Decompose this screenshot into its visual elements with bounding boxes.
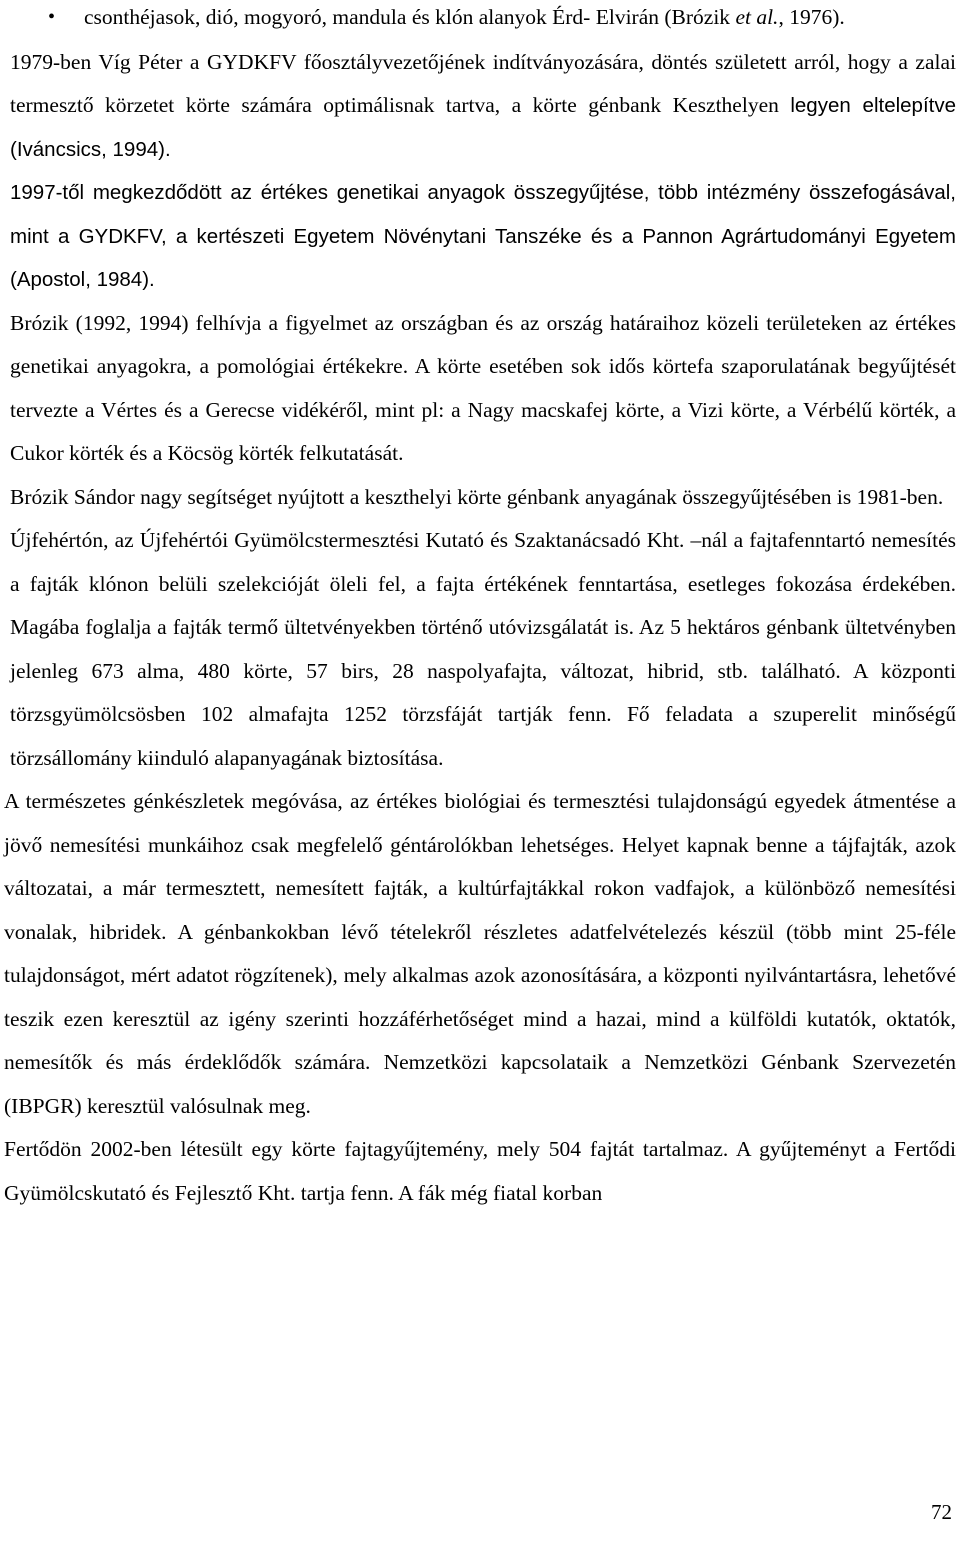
paragraph-3: Brózik (1992, 1994) felhívja a figyelmet az országban és az ország határaihoz közeli területeken az értékes genetikai anyagokra, a pomológiai értékekre. A körte esetében sok idős körtefa szaporulatának begyűjtését tervezte a Vértes és a Gerecse vidékéről, mint pl: a Nagy macskafej körte, a Vizi körte, a Vérbélű körték, a Cukor körték és a Köcsög körték felkutatását. (10, 310, 956, 465)
paragraph-6: A természetes génkészletek megóvása, az értékes biológiai és termesztési tulajdonságú egyedek átmentése a jövő nemesítési munkáihoz csak megfelelő géntárolókban lehetséges. Helyet kapnak benne a tájfajták, azok változatai, a már termesztett, nemesített fajták, a kultúrfajtákkal rokon vadfajok, a különböző nemesítési vonalak, hibridek. A génbankokban lévő tételekről részletes adatfelvételezés készül (több mint 25-féle tulajdonságot, mért adatot rögzítenek), mely alkalmas azok azonosítására, a központi nyilvántartásra, lehetővé teszik ezen keresztül az igény szerinti hozzáférhetőséget mind a hazai, mind a külföldi kutatók, oktatók, nemesítők és más érdeklődők számára. Nemzetközi kapcsolataik a Nemzetközi Génbank Szervezetén (IBPGR) keresztül valósulnak meg. (4, 789, 956, 1118)
paragraph-1-part-2: legyen eltelepítve (Iváncsics, 1994). (10, 94, 956, 161)
paragraph-4: Brózik Sándor nagy segítséget nyújtott a keszthelyi körte génbank anyagának összegyűjtésében is 1981-ben. (10, 484, 944, 509)
page-number: 72 (931, 1500, 952, 1524)
paragraph-2: 1997-től megkezdődött az értékes genetikai anyagok összegyűjtése, több intézmény összefogásával, mint a GYDKFV, a kertészeti Egyetem Növénytani Tanszéke és a Pannon Agrártudományi Egyetem (Apostol, 1984). (10, 181, 956, 291)
document-page (4, 0, 956, 1541)
paragraph-5: Újfehértón, az Újfehértói Gyümölcstermesztési Kutató és Szaktanácsadó Kht. –nál a fajtafenntartó nemesítés a fajták klónon belüli szelekcióját öleli fel, a fajta értékének fenntartása, esetleges fokozása érdekében. Magába foglalja a fajták termő ültetvényekben történő utóvizsgálatát is. Az 5 hektáros génbank ültetvényben jelenleg 673 alma, 480 körte, 57 birs, 28 naspolyafajta, változat, hibrid, stb. található. A központi törzsgyümölcsösben 102 almafajta 1252 törzsfáját tartják fenn. Fő feladata a szuperelit minőségű törzsállomány kiinduló alapanyagának biztosítása. (10, 528, 956, 770)
paragraph-1-part-1: 1979-ben Víg Péter a GYDKFV főosztályvezetőjének indítványozására, döntés született arról, hogy a zalai termesztő körzetet körte számára optimálisnak tartva, a körte génbank Keszthelyen (10, 49, 956, 117)
paragraph-1 (4, 41, 956, 172)
bullet-text-end: , 1976). (778, 5, 845, 29)
paragraph-7: Fertődön 2002-ben létesült egy körte fajtagyűjtemény, mely 504 fajtát tartalmaz. A gyűjteményt a Fertődi Gyümölcskutató és Fejlesztő Kht. tartja fenn. A fák még fiatal korban (4, 1137, 956, 1205)
bullet-text-italic: et al. (735, 5, 779, 29)
bullet-symbol: • (48, 6, 56, 28)
bullet-text-start: csonthéjasok, dió, mogyoró, mandula és klón alanyok Érd- Elvirán (Brózik (84, 5, 736, 29)
bullet-list-item (4, 0, 956, 40)
